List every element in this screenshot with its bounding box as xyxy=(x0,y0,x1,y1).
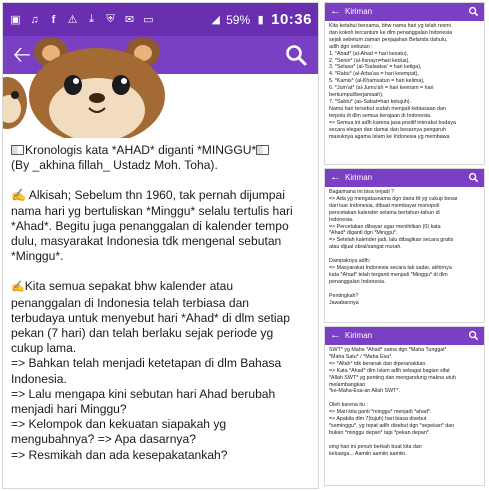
text-line: => *Allah* tdk beranak dan diperanakkan. xyxy=(329,360,427,367)
text-line: ✍Kita semua sepakat bhw kalender atau xyxy=(11,279,317,295)
warning-icon: ⚠ xyxy=(67,14,78,26)
text-line: *seminggu*, yg tepat adlh disebut dgn *sepekan* dan xyxy=(329,422,455,429)
text-line: Kita ketahui bersama, bhw nama hari yg telah resmi xyxy=(329,23,451,29)
text-line: menjadi hari Minggu? xyxy=(11,402,127,417)
text-line: pekan (7 hari) dan telah berlaku sejak periode yg xyxy=(11,326,274,341)
text-line: dulu, masyarakat Indonesia tdk mengenal sebutan xyxy=(11,234,282,249)
text-line: *Allah SWT* yg penting dan mengandung makna utuh xyxy=(329,374,456,381)
text-line: dari luar Indonesia, dibuat membayar monopoli xyxy=(329,202,440,209)
hand-icon: ✍ xyxy=(11,281,25,294)
text-line: terpola di dlm semua kerajaan di Indonesia. xyxy=(329,112,432,119)
search-icon[interactable] xyxy=(468,172,479,183)
text-line: Bagaimana ini bisa terjadi ? xyxy=(329,189,395,195)
text-line: 1. *Ahad* (al-Ahad = hari kesatu), xyxy=(329,50,409,57)
thumb-text xyxy=(325,187,484,308)
text-line: melambangkan xyxy=(329,381,366,388)
text-line: => Setelah kalender jadi, lalu dibagikan secara gratis xyxy=(329,237,454,244)
text-line: sejak sebelum zaman penjajahan Belanda dahulu, xyxy=(329,36,448,43)
book-icon xyxy=(256,145,269,155)
message-content xyxy=(11,143,317,463)
text-line: => Semua ini adlh karena jasa positif interaksi budaya xyxy=(329,119,456,126)
thumb-title: Kiriman xyxy=(345,7,373,16)
thumbnail-screenshot-3 xyxy=(324,326,485,486)
text-line: => Masyarakat Indonesia secara tak sadar, akhirnya xyxy=(329,264,452,271)
text-line: 6. *Jum'at* (al-Jumu'ah = hari keenam = hari xyxy=(329,85,434,92)
text-line: secara elegan dan damai dan besarnya pengaruh xyxy=(329,126,446,133)
author-line: (By _akhina fillah_ Ustadz Moh. Toha). xyxy=(11,158,218,173)
book-icon xyxy=(11,145,24,155)
thumbnail-screenshot-2 xyxy=(324,168,485,323)
battery-icon: ▮ xyxy=(257,14,264,26)
battery-percent: 59% xyxy=(226,12,251,27)
image-icon: ▣ xyxy=(10,14,21,26)
title-line: Kronologis kata *AHAD* diganti *MINGGU* xyxy=(11,143,317,158)
text-line: *ke-Maha-Esa-an Allah SWT*. xyxy=(329,388,400,395)
text-line: => Ada yg mengatasnama dgn dana ttt yg cukup besar xyxy=(329,195,458,202)
spacer xyxy=(11,173,317,188)
text-line: *Minggu*. xyxy=(11,249,64,264)
text-line: berkumpul/berjamaah), xyxy=(329,92,384,99)
text-line: terbudaya untuk menyebut hari *Ahad* di dlm setiap xyxy=(11,310,291,325)
clock-time: 10:36 xyxy=(271,11,312,28)
text-line: 7. *Sabtu* (as-Sabat=hari ketujuh). xyxy=(329,98,412,105)
back-arrow-icon[interactable]: ← xyxy=(330,329,341,341)
text-line: *Maha Satu* / *Maha Esa*. xyxy=(329,353,393,360)
text-line: Indonesia. xyxy=(11,371,67,386)
spacer xyxy=(11,264,317,279)
hamster-paw-image xyxy=(2,73,31,133)
search-icon[interactable] xyxy=(284,43,308,67)
back-arrow-icon[interactable]: ← xyxy=(330,171,341,183)
text-line: bukan *minggu depan* tapi *pekan depan*. xyxy=(329,429,431,436)
text-line: nama hari yg bertuliskan *Minggu* selalu tertulis hari xyxy=(11,203,293,218)
text-line: Pentingkah? xyxy=(329,292,359,299)
text-line: dan kokoh tercantum ke dlm penanggalan Indonesia xyxy=(329,29,453,36)
text-line: adlh dgn sebutan : xyxy=(329,43,373,50)
text-line: cukup lama. xyxy=(11,341,77,356)
text-line: smg hari ini penuh berkah buat kita dan xyxy=(329,443,422,450)
text-line: SWT* yg Maha *Ahad* sama dgn *Maha Tunggal* xyxy=(329,347,447,353)
signal-icon: ◢ xyxy=(211,14,220,26)
text-line: Indonesia. xyxy=(329,216,354,223)
thumb-text xyxy=(325,21,484,142)
text-line xyxy=(329,251,480,258)
text-line: Dampaknya adlh: xyxy=(329,258,371,265)
text-line: *Ahad* diganti dgn *Minggu*. xyxy=(329,230,398,237)
thumb-text xyxy=(325,345,484,460)
text-line: keluarga... Aamiin aamiin aamiin. xyxy=(329,450,407,457)
text-line: *Ahad*. Begitu juga penanggalan di kalender tempo xyxy=(11,218,289,233)
thumb-app-bar xyxy=(325,3,484,21)
text-line: => Percetakan dibayar agar menihilkan (0) kata xyxy=(329,223,441,230)
thumb-title: Kiriman xyxy=(345,173,373,182)
search-icon[interactable] xyxy=(468,6,479,17)
text-line: Jawabannya xyxy=(329,299,359,306)
thumbnail-screenshot-1 xyxy=(324,2,485,165)
text-line: pencetakan kalender selama bertahun-tahun di xyxy=(329,209,440,216)
text-line xyxy=(329,437,480,444)
text-line: ✍ Alkisah; Sebelum thn 1960, tak pernah dijumpai xyxy=(11,188,285,203)
text-line: Nama hari tersebut sudah menjadi kebiasaan dan xyxy=(329,105,446,112)
text-line: masuknya agama Islam ke Indonesia yg membawa xyxy=(329,133,450,140)
text-line: 4. *Rabu* (al-Arba'aa = hari keempat), xyxy=(329,71,419,78)
text-line: kata *Ahad* telah terganti menjadi *Minggu* di dlm xyxy=(329,271,448,278)
text-line xyxy=(329,286,480,293)
text-line: mengubahnya? => Apa dasarnya? xyxy=(11,432,196,447)
back-arrow-icon[interactable]: 🡠 xyxy=(13,42,31,67)
text-line: => Resmikah dan ada kesepakatankah? xyxy=(11,447,228,462)
thumb-title: Kiriman xyxy=(345,331,373,340)
cast-icon: ▭ xyxy=(143,14,154,26)
mail-icon: ✉ xyxy=(124,14,135,26)
hamster-mascot-image xyxy=(23,38,173,138)
text-line: => Kelompok dan kekuatan siapakah yg xyxy=(11,417,227,432)
text-line: Oleh karena itu : xyxy=(329,402,368,409)
text-line: 2. *Senin* (al-Itsnayn=hari kedua), xyxy=(329,57,410,64)
text-line: 3. *Selasa* (al-Tsalaatsa' = hari ketiga), xyxy=(329,64,422,71)
facebook-icon: f xyxy=(51,13,56,26)
text-line: => Kata *Ahad* dlm Islam adlh sebagai bagian sifat xyxy=(329,367,450,374)
text-line: => Lalu mengapa kini sebutan hari Ahad berubah xyxy=(11,386,276,401)
text-line: => Mari kita ganti *minggu* menjadi *ahad*. xyxy=(329,409,432,416)
text-line: => Apabila dlm 7(tujuh) hari biasa disebut xyxy=(329,416,427,423)
download-icon: ⤓ xyxy=(89,13,94,25)
back-arrow-icon[interactable]: ← xyxy=(330,5,341,17)
text-line: 5. *Kamis* (al-Khamsatun = hari kelima), xyxy=(329,78,425,85)
search-icon[interactable] xyxy=(468,330,479,341)
text-line: => Bahkan telah menjadi ketetapan di dlm Bahasa xyxy=(11,356,282,371)
shield-icon: ⛨ xyxy=(106,13,115,25)
text-line: penanggalan di Indonesia telah terbiasa dan xyxy=(11,295,250,310)
thumb-app-bar xyxy=(325,327,484,345)
text-line: penanggalan Indonesia. xyxy=(329,278,386,285)
text-line: atau dijual obral/sangat murah. xyxy=(329,244,402,251)
thumb-app-bar xyxy=(325,169,484,187)
status-bar xyxy=(3,3,318,36)
music-icon: ♫ xyxy=(30,13,39,26)
main-panel xyxy=(2,2,319,489)
text-line xyxy=(329,395,480,402)
